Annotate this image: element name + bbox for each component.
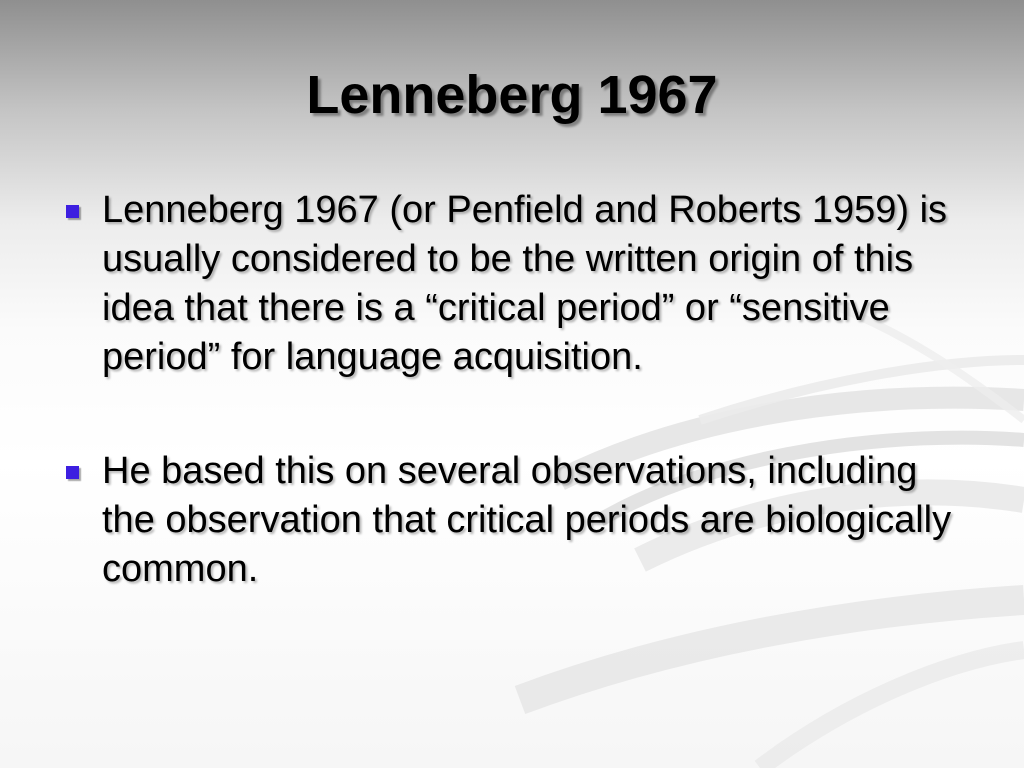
bullet-list	[62, 186, 962, 594]
square-bullet-icon	[66, 205, 79, 218]
square-bullet-icon	[66, 466, 79, 479]
bullet-text: He based this on several observations, including the observation that critical periods are biologically common.	[102, 450, 952, 590]
bullet-item	[62, 447, 962, 594]
slide-title: Lenneberg 1967	[306, 65, 718, 125]
bullet-item	[62, 186, 962, 382]
bullet-text: Lenneberg 1967 (or Penfield and Roberts 1959) is usually considered to be the written origin of this idea that there is a “critical period” or “sensitive period” for language acquisition.	[102, 189, 948, 378]
